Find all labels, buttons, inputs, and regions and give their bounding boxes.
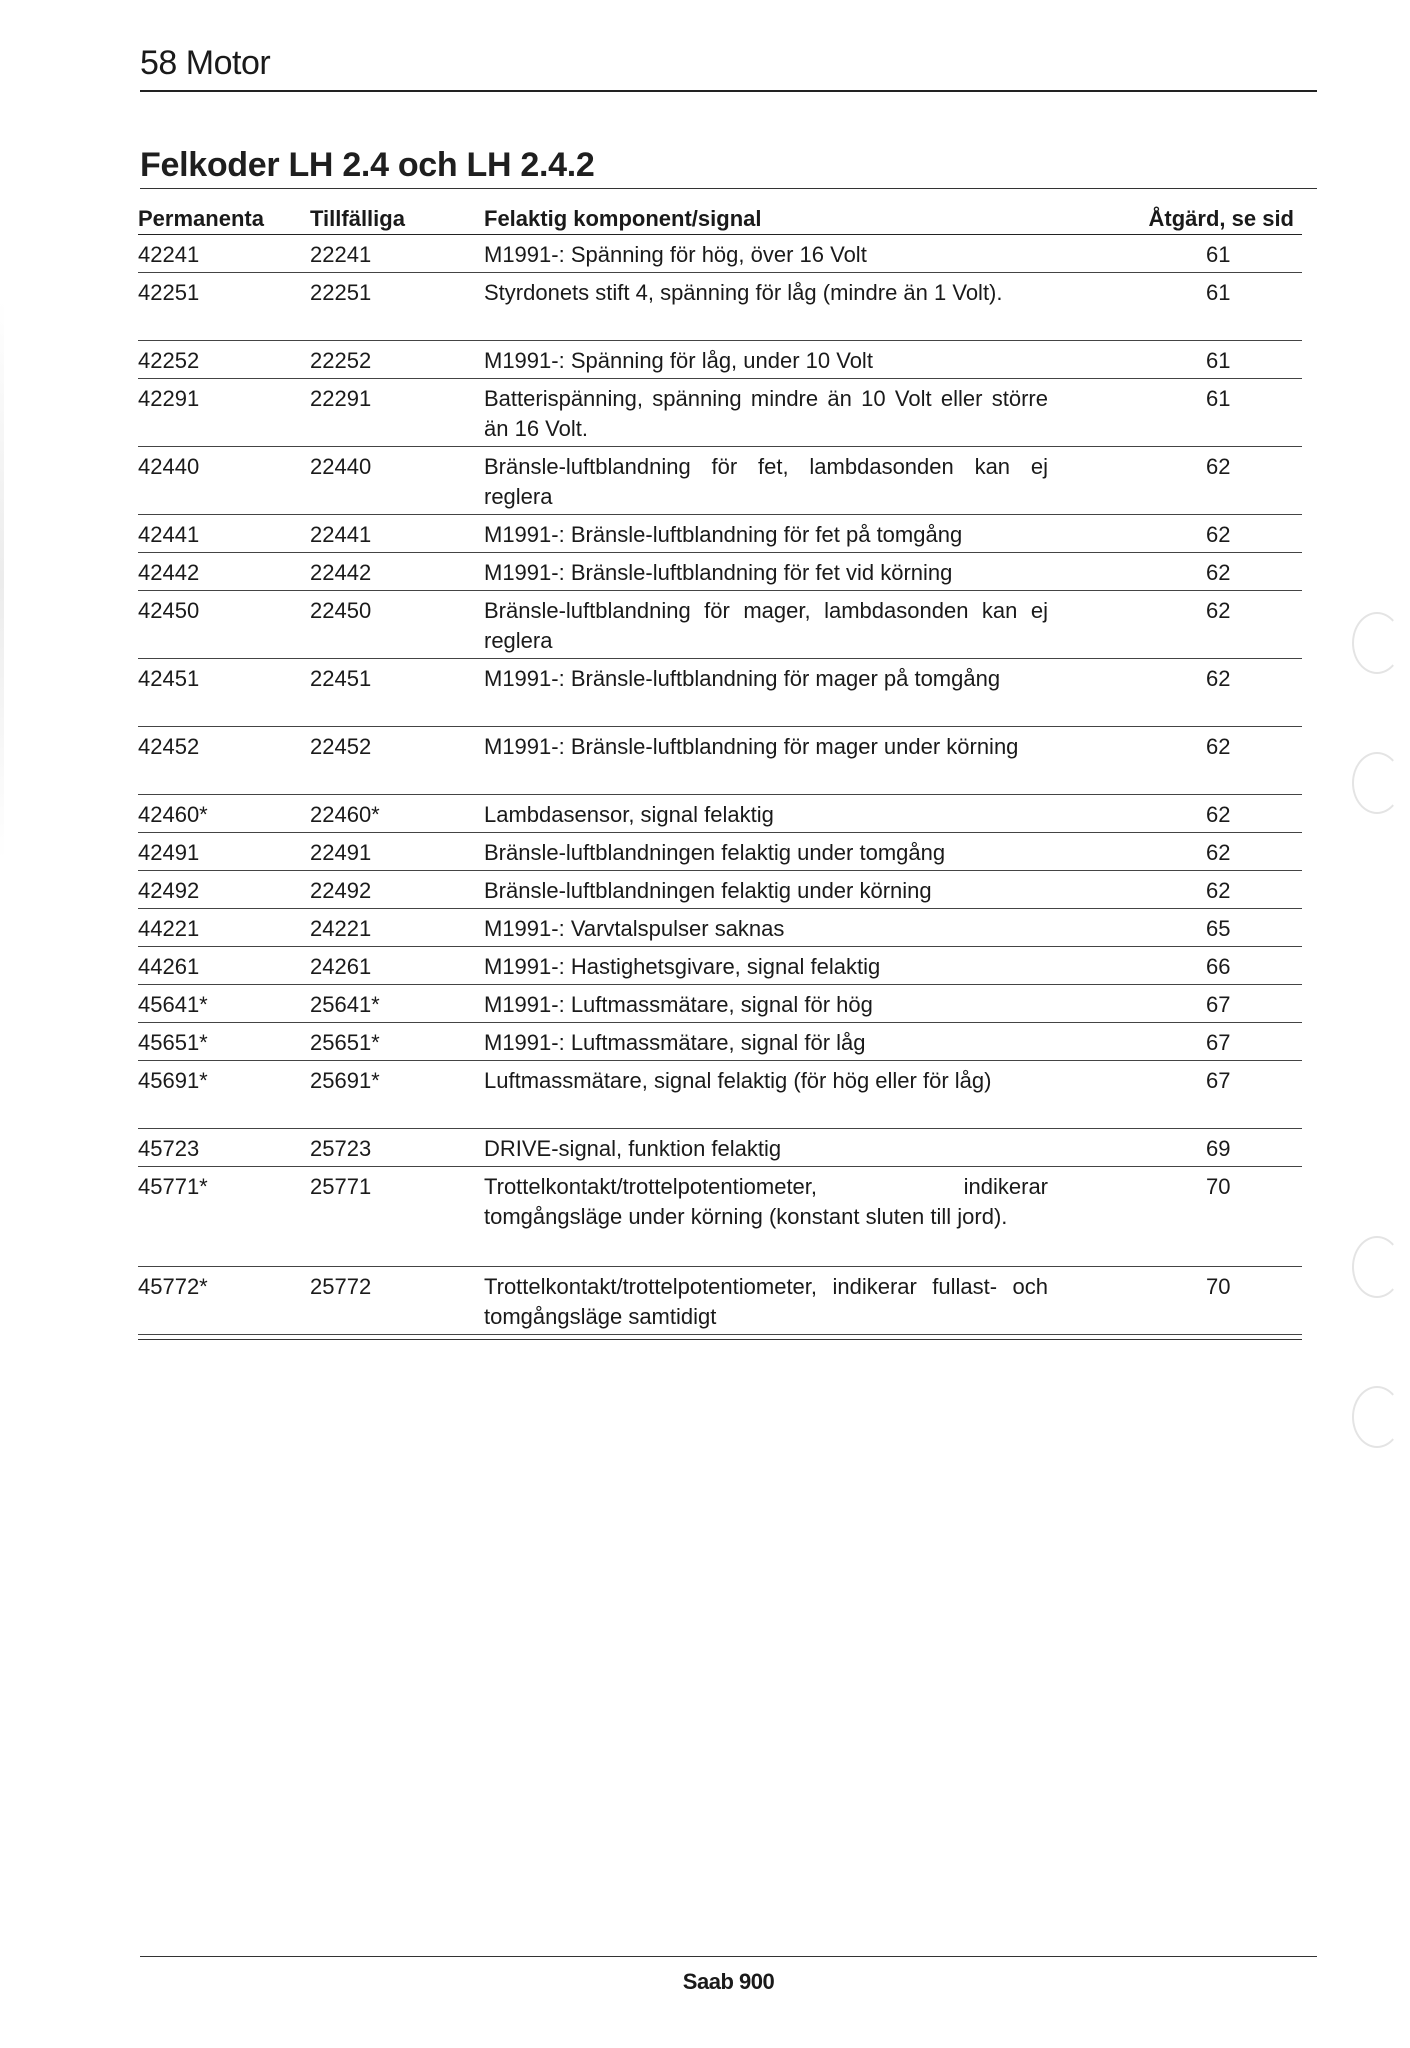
permanent-code: 45772* bbox=[138, 1274, 208, 1299]
permanent-code: 44261 bbox=[138, 954, 200, 979]
action-page: 62 bbox=[1206, 734, 1231, 759]
permanent-code: 42440 bbox=[138, 454, 200, 479]
permanent-code: 44221 bbox=[138, 916, 200, 941]
table-row bbox=[138, 659, 1302, 727]
action-page: 61 bbox=[1206, 386, 1231, 411]
temporary-code: 22451 bbox=[310, 666, 372, 691]
table-row bbox=[138, 1061, 1302, 1129]
permanent-code: 42252 bbox=[138, 348, 200, 373]
action-page: 67 bbox=[1206, 1030, 1231, 1055]
fault-code-table bbox=[138, 200, 1302, 1340]
fault-description: M1991-: Spänning för låg, under 10 Volt bbox=[484, 348, 873, 373]
action-page: 62 bbox=[1206, 802, 1231, 827]
footer-rule bbox=[140, 1956, 1317, 1957]
page-header bbox=[140, 44, 1317, 92]
action-page: 62 bbox=[1206, 454, 1231, 479]
page-footer bbox=[140, 1956, 1317, 1995]
permanent-code: 42291 bbox=[138, 386, 200, 411]
permanent-code: 42491 bbox=[138, 840, 200, 865]
section-heading bbox=[140, 146, 1317, 189]
action-page: 66 bbox=[1206, 954, 1231, 979]
table-row bbox=[138, 947, 1302, 985]
table-row bbox=[138, 235, 1302, 273]
temporary-code: 22492 bbox=[310, 878, 372, 903]
section-title: Felkoder LH 2.4 och LH 2.4.2 bbox=[140, 146, 595, 184]
fault-description: Luftmassmätare, signal felaktig (för hög eller för låg) bbox=[484, 1068, 992, 1093]
table-row bbox=[138, 515, 1302, 553]
table-row bbox=[138, 341, 1302, 379]
action-page: 62 bbox=[1206, 666, 1231, 691]
fault-description: Batterispänning, spänning mindre än 10 Volt eller större än 16 Volt. bbox=[484, 386, 1048, 441]
footer-text: Saab 900 bbox=[682, 1969, 775, 1994]
permanent-code: 42251 bbox=[138, 280, 200, 305]
action-page: 67 bbox=[1206, 1068, 1231, 1093]
permanent-code: 42450 bbox=[138, 598, 200, 623]
scan-edge-shadow bbox=[0, 300, 4, 860]
header-rule bbox=[140, 90, 1317, 92]
fault-description: M1991-: Bränsle-luftblandning för fet på tomgång bbox=[484, 522, 963, 547]
permanent-code: 42441 bbox=[138, 522, 200, 547]
permanent-code: 45641* bbox=[138, 992, 208, 1017]
action-page: 70 bbox=[1206, 1274, 1231, 1299]
action-page: 65 bbox=[1206, 916, 1231, 941]
temporary-code: 22452 bbox=[310, 734, 372, 759]
temporary-code: 25723 bbox=[310, 1136, 372, 1161]
table-bottom-rule bbox=[138, 1339, 1302, 1340]
table-row bbox=[138, 871, 1302, 909]
table-row bbox=[138, 795, 1302, 833]
permanent-code: 45651* bbox=[138, 1030, 208, 1055]
fault-description: Trottelkontakt/trottelpotentiometer, indikerar fullast- och tomgångsläge samtidigt bbox=[484, 1274, 1048, 1329]
temporary-code: 24261 bbox=[310, 954, 372, 979]
action-page: 69 bbox=[1206, 1136, 1231, 1161]
fault-description: M1991-: Bränsle-luftblandning för fet vid körning bbox=[484, 560, 953, 585]
table-row bbox=[138, 379, 1302, 447]
temporary-code: 22252 bbox=[310, 348, 372, 373]
permanent-code: 42442 bbox=[138, 560, 200, 585]
table-row bbox=[138, 591, 1302, 659]
column-header-temporary: Tillfälliga bbox=[310, 206, 405, 231]
temporary-code: 25651* bbox=[310, 1030, 380, 1055]
column-header-permanent: Permanenta bbox=[138, 206, 264, 231]
binder-hole-mark bbox=[1352, 1386, 1402, 1448]
temporary-code: 22241 bbox=[310, 242, 372, 267]
permanent-code: 45771* bbox=[138, 1174, 208, 1199]
permanent-code: 42241 bbox=[138, 242, 200, 267]
fault-description: Bränsle-luftblandningen felaktig under körning bbox=[484, 878, 932, 903]
temporary-code: 25772 bbox=[310, 1274, 372, 1299]
action-page: 61 bbox=[1206, 348, 1231, 373]
table-row bbox=[138, 1267, 1302, 1335]
table-header-row bbox=[138, 200, 1302, 235]
action-page: 70 bbox=[1206, 1174, 1231, 1199]
binder-hole-mark bbox=[1352, 752, 1402, 814]
action-page: 62 bbox=[1206, 598, 1231, 623]
action-page: 62 bbox=[1206, 560, 1231, 585]
table-row bbox=[138, 727, 1302, 795]
fault-description: Lambdasensor, signal felaktig bbox=[484, 802, 774, 827]
fault-description: M1991-: Spänning för hög, över 16 Volt bbox=[484, 242, 867, 267]
temporary-code: 25641* bbox=[310, 992, 380, 1017]
fault-description: M1991-: Bränsle-luftblandning för mager på tomgång bbox=[484, 666, 1001, 691]
temporary-code: 22460* bbox=[310, 802, 380, 827]
action-page: 62 bbox=[1206, 878, 1231, 903]
table-row bbox=[138, 273, 1302, 341]
action-page: 62 bbox=[1206, 522, 1231, 547]
permanent-code: 42452 bbox=[138, 734, 200, 759]
temporary-code: 22441 bbox=[310, 522, 372, 547]
permanent-code: 42460* bbox=[138, 802, 208, 827]
table-row bbox=[138, 447, 1302, 515]
temporary-code: 22440 bbox=[310, 454, 372, 479]
table-row bbox=[138, 1167, 1302, 1267]
fault-description: M1991-: Hastighetsgivare, signal felaktig bbox=[484, 954, 881, 979]
page-header-text: 58 Motor bbox=[140, 44, 271, 82]
fault-description: Bränsle-luftblandning för mager, lambdasonden kan ej reglera bbox=[484, 598, 1048, 653]
temporary-code: 25691* bbox=[310, 1068, 380, 1093]
column-header-action-page: Åtgärd, se sid bbox=[1148, 206, 1294, 231]
fault-description: DRIVE-signal, funktion felaktig bbox=[484, 1136, 782, 1161]
binder-hole-mark bbox=[1352, 1236, 1402, 1298]
binder-hole-mark bbox=[1352, 612, 1402, 674]
action-page: 67 bbox=[1206, 992, 1231, 1017]
temporary-code: 22450 bbox=[310, 598, 372, 623]
fault-description: M1991-: Luftmassmätare, signal för hög bbox=[484, 992, 873, 1017]
fault-description: Trottelkontakt/trottelpotentiometer, indikerar tomgångsläge under körning (konstant sluten till jord). bbox=[484, 1174, 1048, 1229]
permanent-code: 42492 bbox=[138, 878, 200, 903]
action-page: 61 bbox=[1206, 280, 1231, 305]
column-header-component: Felaktig komponent/signal bbox=[484, 206, 762, 231]
temporary-code: 25771 bbox=[310, 1174, 372, 1199]
temporary-code: 22291 bbox=[310, 386, 372, 411]
fault-description: Bränsle-luftblandning för fet, lambdasonden kan ej reglera bbox=[484, 454, 1048, 509]
title-rule bbox=[140, 188, 1317, 189]
fault-description: Styrdonets stift 4, spänning för låg (mindre än 1 Volt). bbox=[484, 280, 1003, 305]
table-row bbox=[138, 553, 1302, 591]
fault-description: M1991-: Bränsle-luftblandning för mager under körning bbox=[484, 734, 1019, 759]
temporary-code: 22442 bbox=[310, 560, 372, 585]
table-row bbox=[138, 985, 1302, 1023]
fault-description: M1991-: Varvtalspulser saknas bbox=[484, 916, 785, 941]
fault-description: M1991-: Luftmassmätare, signal för låg bbox=[484, 1030, 866, 1055]
table-row bbox=[138, 833, 1302, 871]
temporary-code: 22251 bbox=[310, 280, 372, 305]
table-row bbox=[138, 1129, 1302, 1167]
permanent-code: 42451 bbox=[138, 666, 200, 691]
action-page: 62 bbox=[1206, 840, 1231, 865]
table-row bbox=[138, 909, 1302, 947]
temporary-code: 22491 bbox=[310, 840, 372, 865]
action-page: 61 bbox=[1206, 242, 1231, 267]
permanent-code: 45723 bbox=[138, 1136, 200, 1161]
fault-description: Bränsle-luftblandningen felaktig under tomgång bbox=[484, 840, 946, 865]
permanent-code: 45691* bbox=[138, 1068, 208, 1093]
temporary-code: 24221 bbox=[310, 916, 372, 941]
table-row bbox=[138, 1023, 1302, 1061]
